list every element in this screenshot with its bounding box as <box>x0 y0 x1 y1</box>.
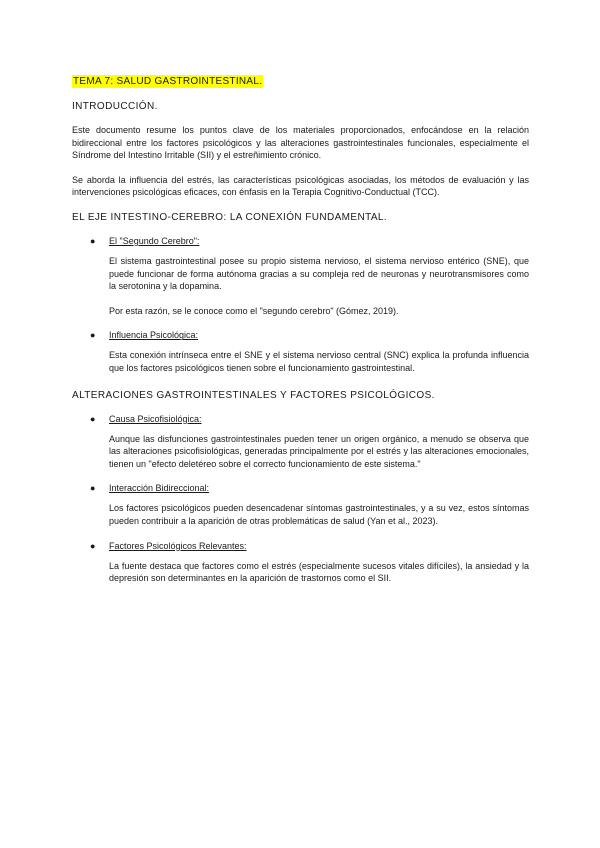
bullet-label: Interacción Bidireccional: <box>109 483 210 494</box>
bullet-dot-icon: ● <box>90 235 96 246</box>
bullet-label: Factores Psicológicos Relevantes: <box>109 540 247 551</box>
bullet-dot-icon: ● <box>90 413 96 424</box>
bullet-influencia-psicologica <box>90 329 529 341</box>
intro-paragraph-1: Este documento resume los puntos clave de los materiales proporcionados, enfocándose en la relación bidireccional entre los factores psicológicos y las alteraciones gastrointestinales funcionales, especialmente el Síndrome del Intestino Irritable (SII) y el estreñimiento crónico. <box>72 125 529 161</box>
bullet-causa-psicofisiologica <box>90 413 529 425</box>
bullet-label: Influencia Psicológica: <box>109 330 199 341</box>
bullet-paragraph: Esta conexión intrínseca entre el SNE y el sistema nervioso central (SNC) explica la profunda influencia que los factores psicológicos tienen sobre el funcionamiento gastrointestinal. <box>109 350 529 373</box>
section-1-heading: EL EJE INTESTINO-CEREBRO: LA CONEXIÓN FUNDAMENTAL. <box>72 211 388 223</box>
bullet-dot-icon: ● <box>90 540 96 551</box>
bullet-paragraph: Aunque las disfunciones gastrointestinales pueden tener un origen orgánico, a menudo se observa que las alteraciones psicofisiológicas, generadas principalmente por el estrés y las alteraciones emocionales, tienen un "efecto deletéreo sobre el correcto funcionamiento de este sistema." <box>109 433 529 469</box>
intro-paragraph-2: Se aborda la influencia del estrés, las características psicológicas asociadas, los métodos de evaluación y las intervenciones psicológicas eficaces, con énfasis en la Terapia Cognitivo-Conductual (TCC). <box>72 174 529 198</box>
document-title: TEMA 7: SALUD GASTROINTESTINAL. <box>73 76 263 87</box>
bullet-paragraph: La fuente destaca que factores como el estrés (especialmente sucesos vitales difíciles), la ansiedad y la depresión son determinantes en la aparición de trastornos como el SII. <box>109 560 529 584</box>
bullet-label: Causa Psicofisiológica: <box>109 413 202 424</box>
bullet-paragraph: Los factores psicológicos pueden desencadenar síntomas gastrointestinales, y a su vez, estos síntomas pueden contribuir a la aparición de otras problemáticas de salud (Yan et al., 2023). <box>109 503 529 526</box>
bullet-label: El "Segundo Cerebro": <box>109 235 200 246</box>
section-2-heading: ALTERACIONES GASTROINTESTINALES Y FACTORES PSICOLÓGICOS. <box>72 389 435 401</box>
bullet-interaccion-bidireccional <box>90 482 529 494</box>
document-content <box>72 71 529 597</box>
intro-heading: INTRODUCCIÓN. <box>72 101 158 112</box>
bullet-dot-icon: ● <box>90 330 96 341</box>
bullet-paragraph: Por esta razón, se le conoce como el "segundo cerebro" (Gómez, 2019). <box>109 305 399 316</box>
bullet-paragraph: El sistema gastrointestinal posee su propio sistema nervioso, el sistema nervioso entérico (SNE), que puede funcionar de forma autónoma gracias a su compleja red de neuronas y neurotransmisores como la serotonina y la dopamina. <box>109 255 529 292</box>
bullet-segundo-cerebro <box>90 235 529 247</box>
bullet-dot-icon: ● <box>90 483 96 494</box>
bullet-factores-relevantes <box>90 540 529 552</box>
